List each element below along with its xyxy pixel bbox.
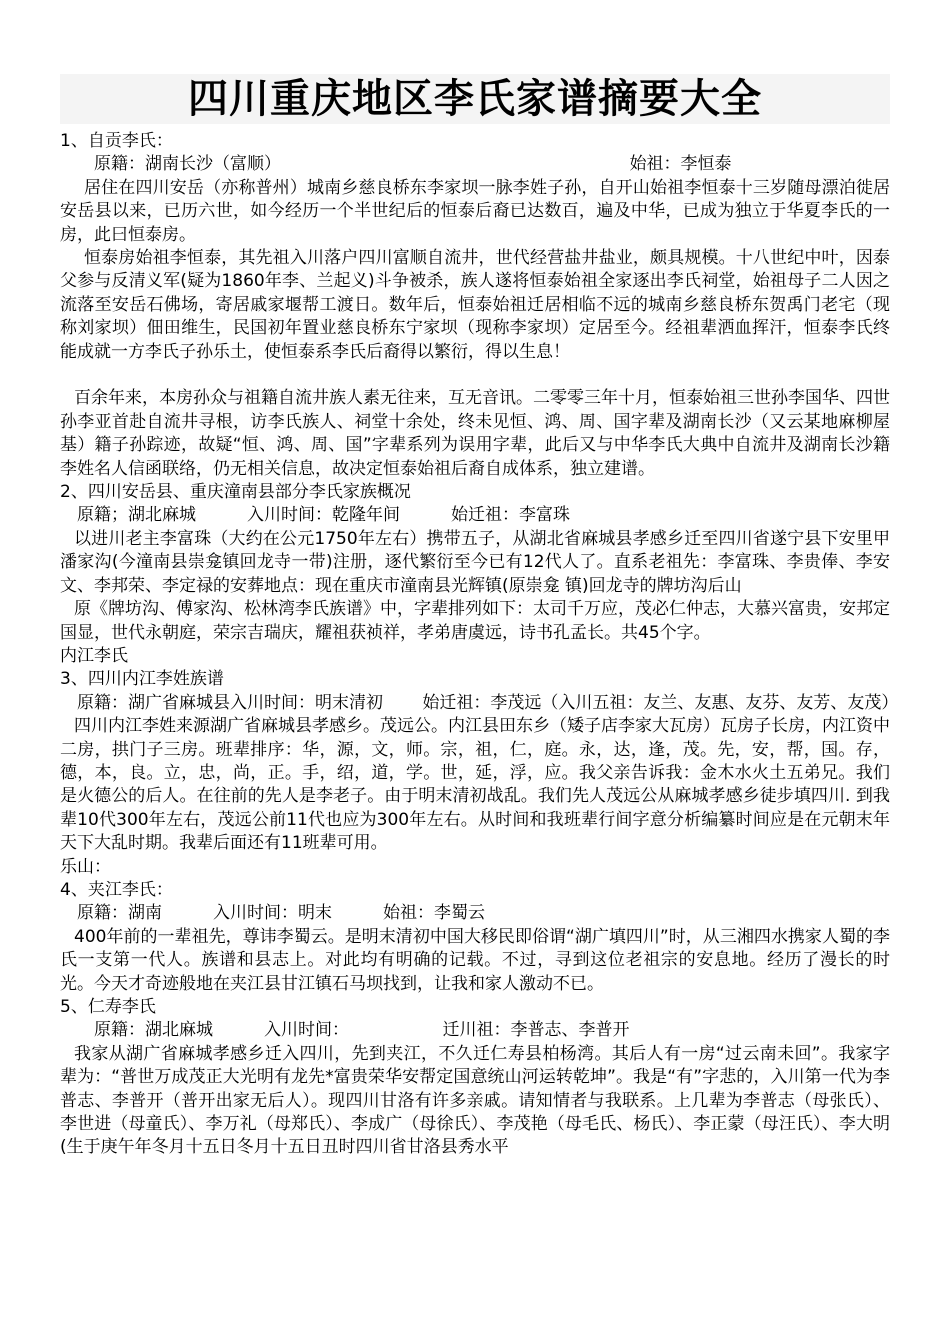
region-label: 乐山： (60, 856, 111, 877)
section-heading: 5、仁寿李氏 (60, 997, 156, 1018)
paragraph: 400年前的一辈祖先，尊讳李蜀云。是明末清初中国大移民即俗谓“湖广填四川”时，从三湘四水携家人蜀的李氏一支第一代人。族谱和县志上。对此均有明确的记载。不过，寻到这位老祖宗的安息地。经历了漫长的时光。今天才奇迹般地在夹江县甘江镇石马坝找到，让我和家人激动不已。 (60, 926, 890, 994)
section-meta: 原籍：湖南长沙（富顺） 始祖：李恒泰 (60, 154, 732, 175)
paragraph: 恒泰房始祖李恒泰，其先祖入川落户四川富顺自流井，世代经营盐井盐业，颇具规模。十八世纪中叶，因泰父参与反清义军(疑为1860年李、兰起义)斗争被杀，族人遂将恒泰始祖全家逐出李氏祠堂，始祖母子二人因之流落至安岳石佛场，寄居戚家堰帮工渡日。数年后，恒泰始祖迁居相临不远的城南乡慈良桥东贺禹门老宅（现称刘家坝）佃田维生，民国初年置业慈良桥东宁家坝（现称李家坝）定居至今。经祖辈洒血挥汗，恒泰李氏终能成就一方李氏子孙乐土，使恒泰系李氏后裔得以繁衍，得以生息！ (60, 248, 890, 362)
section-heading: 3、四川内江李姓族谱 (60, 669, 224, 690)
region-label: 内江李氏 (60, 645, 128, 666)
section-meta: 原籍：湖南 入川时间：明末 始祖：李蜀云 (60, 903, 485, 924)
page-title: 四川重庆地区李氏家谱摘要大全 (188, 76, 762, 122)
section-heading: 1、自贡李氏： (60, 131, 173, 151)
paragraph: 以进川老主李富珠（大约在公元1750年左右）携带五子，从湖北省麻城县孝感乡迁至四川省遂宁县下安里甲潘家沟(今潼南县崇龛镇回龙寺一带)注册，逐代繁衍至今已有12代人了。直系老祖先：李富珠、李贵俸、李安文、李邦荣、李定禄的安葬地点：现在重庆市潼南县光辉镇(原崇龛 镇)回龙寺的牌坊沟后山 (60, 528, 890, 596)
paragraph: 原《牌坊沟、傅家沟、松林湾李氏族谱》中，字辈排列如下：太司千万应，茂必仁仲志，大慕兴富贵，安邦定国显，世代永朝庭，荣宗吉瑞庆，耀祖获祯祥，孝弟唐虞远，诗书孔孟长。共45个字。 (60, 599, 890, 643)
section-meta: 原籍：湖广省麻城县入川时间：明末清初 始迁祖：李茂远（入川五祖：友兰、友惠、友芬、友芳、友茂） (60, 692, 899, 713)
document-body (60, 130, 899, 1160)
paragraph: 百余年来，本房孙众与祖籍自流井族人素无往来，互无音讯。二零零三年十月，恒泰始祖三世孙李国华、四世孙李亚首赴自流井寻根，访李氏族人、祠堂十余处，终未见恒、鸿、周、国字辈及湖南长沙（又云某地麻柳屋基）籍子孙踪迹，故疑“恒、鸿、周、国”字辈系列为误用字辈，此后又与中华李氏大典中自流井及湖南长沙籍李姓名人信函联络，仍无相关信息，故决定恒泰始祖后裔自成体系，独立建谱。 (60, 388, 890, 479)
paragraph: 居住在四川安岳（亦称普州）城南乡慈良桥东李家坝一脉李姓子孙，自开山始祖李恒泰十三岁随母漂泊徙居安岳县以来，已历六世，如今经历一个半世纪后的恒泰后裔已达数百，遍及中华，已成为独立于华夏李氏的一房，此曰恒泰房。 (60, 177, 890, 245)
section-meta: 原籍；湖北麻城 入川时间：乾隆年间 始迁祖：李富珠 (60, 505, 570, 526)
paragraph: 四川内江李姓来源湖广省麻城县孝感乡。茂远公。内江县田东乡（矮子店李家大瓦房）瓦房子长房，内江资中二房，拱门子三房。班辈排序：华，源，文，师。宗，祖，仁，庭。永，达，逢，茂。先，安，帮，国。存，德，本，良。立，忠，尚，正。手，绍，道，学。世，延，浮，应。我父亲告诉我：金木水火土五弟兄。我们是火德公的后人。在往前的先人是李老子。由于明末清初战乱。我们先人茂远公从麻城孝感乡徒步填四川. 到我辈10代300年左右，茂远公前11代也应为300年左右。从时间和我班辈行间字意分析编纂时间应是在元朝末年天下大乱时期。我辈后面还有11班辈可用。 (60, 716, 890, 854)
paragraph: 我家从湖广省麻城孝感乡迁入四川，先到夹江，不久迁仁寿县柏杨湾。其后人有一房“过云南未回”。我家字辈为：“普世万成茂正大光明有龙先*富贵荣华安帮定国意统山河运转乾坤”。我是“有”字悲的，入川第一代为李普志、李普开（普开出家无后人）。现四川甘洛有许多亲戚。请知情者与我联系。上几辈为李普志（母张氏）、李世进（母童氏）、李万礼（母郑氏）、李成广（母徐氏）、李茂艳（母毛氏、杨氏）、李正蒙（母汪氏）、李大明(生于庚午年冬月十五日冬月十五日丑时四川省甘洛县秀水平 (60, 1043, 890, 1158)
section-heading: 4、夹江李氏： (60, 879, 173, 900)
section-heading: 2、四川安岳县、重庆潼南县部分李氏家族概况 (60, 482, 411, 503)
blank-line (60, 364, 890, 387)
section-meta: 原籍：湖北麻城 入川时间： 迁川祖：李普志、李普开 (60, 1020, 630, 1041)
